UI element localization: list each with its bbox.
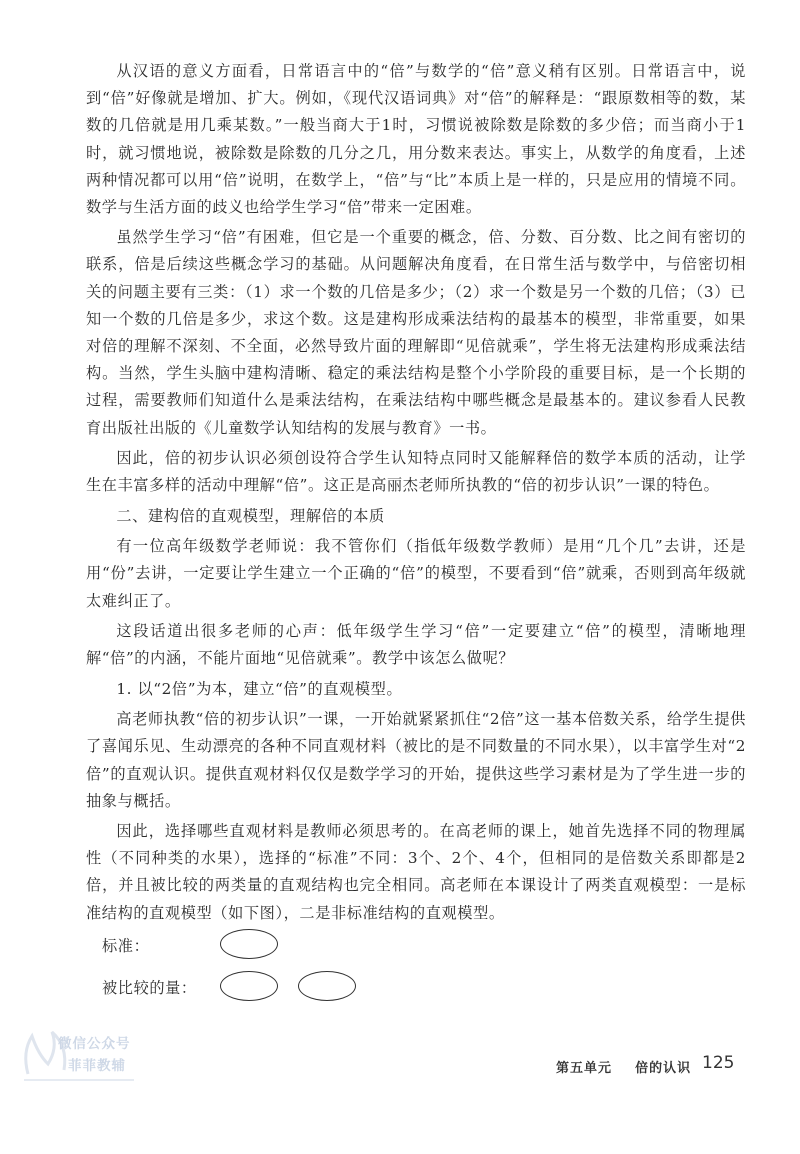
watermark-line-2: 菲菲教辅 (68, 1058, 126, 1074)
page-number: 125 (702, 1053, 735, 1073)
paragraph-6: 高老师执教“倍的初步认识”一课，一开始就紧紧抓住“2倍”这一基本倍数关系，给学生提供了喜闻乐见、生动漂亮的各种不同直观材料（被比的是不同数量的不同水果），以丰富学生对“2倍”的直观认识。提供直观材料仅仅是数学学习的开始，提供这些学习素材是为了学生进一步的抽象与概括。 (86, 710, 746, 810)
footer-title: 倍的认识 (635, 1061, 692, 1076)
paragraph-5: 这段话道出很多老师的心声：低年级学生学习“倍”一定要建立“倍”的模型，清晰地理解“倍”的内涵，不能片面地“见倍就乘”。教学中该怎么做呢？ (86, 621, 746, 668)
compared-label: 被比较的量： (102, 978, 197, 997)
paragraph-7: 因此，选择哪些直观材料是教师必须思考的。在高老师的课上，她首先选择不同的物理属性（不同种类的水果），选择的“标准”不同：3个、2个、4个，但相同的是倍数关系即都是2倍，并且被比较的两类量的直观结构也完全相同。高老师在本课设计了两类直观模型：一是标准结构的直观模型（如下图），二是非标准结构的直观模型。 (86, 822, 746, 922)
footer (556, 1057, 691, 1076)
compared-ellipse-2 (298, 971, 356, 1001)
section-heading: 二、建构倍的直观模型，理解倍的本质 (116, 507, 385, 526)
page-content (86, 58, 746, 1013)
paragraph-4: 有一位高年级数学老师说：我不管你们（指低年级数学教师）是用“几个几”去讲，还是用“份”去讲，一定要让学生建立一个正确的“倍”的模型，不要看到“倍”就乘，否则到高年级就太难纠正了。 (86, 537, 746, 610)
watermark-line-1: 微信公众号 (58, 1036, 131, 1052)
standard-label: 标准： (102, 936, 150, 955)
paragraph-1: 从汉语的意义方面看，日常语言中的“倍”与数学的“倍”意义稍有区别。日常语言中，说到“倍”好像就是增加、扩大。例如，《现代汉语词典》对“倍”的解释是：“跟原数相等的数，某数的几倍就是用几乘某数。”一般当商大于1时，习惯说被除数是除数的多少倍；而当商小于1时，就习惯地说，被除数是除数的几分之几，用分数来表达。事实上，从数学的角度看，上述两种情况都可以用“倍”说明，在数学上，“倍”与“比”本质上是一样的，只是应用的情境不同。数学与生活方面的歧义也给学生学习“倍”带来一定困难。 (86, 62, 746, 217)
watermark (18, 1024, 140, 1086)
model-diagram (86, 933, 746, 1013)
sub-heading: 1. 以“2倍”为本，建立“倍”的直观模型。 (116, 680, 403, 699)
compared-ellipse-1 (220, 971, 278, 1001)
paragraph-2: 虽然学生学习“倍”有困难，但它是一个重要的概念，倍、分数、百分数、比之间有密切的联系，倍是后续这些概念学习的基础。从问题解决角度看，在日常生活与数学中，与倍密切相关的问题主要有三类：（1）求一个数的几倍是多少；（2）求一个数是另一个数的几倍；（3）已知一个数的几倍是多少，求这个数。这是建构形成乘法结构的最基本的模型，非常重要，如果对倍的理解不深刻、不全面，必然导致片面的理解即“见倍就乘”，学生将无法建构形成乘法结构。当然，学生头脑中建构清晰、稳定的乘法结构是整个小学阶段的重要目标，是一个长期的过程，需要教师们知道什么是乘法结构，在乘法结构中哪些概念是最基本的。建议参看人民教育出版社出版的《儿童数学认知结构的发展与教育》一书。 (86, 228, 746, 437)
footer-unit: 第五单元 (556, 1061, 613, 1076)
paragraph-3: 因此，倍的初步认识必须创设符合学生认知特点同时又能解释倍的数学本质的活动，让学生在丰富多样的活动中理解“倍”。这正是高丽杰老师所执教的“倍的初步认识”一课的特色。 (86, 448, 746, 495)
standard-ellipse (220, 929, 278, 959)
